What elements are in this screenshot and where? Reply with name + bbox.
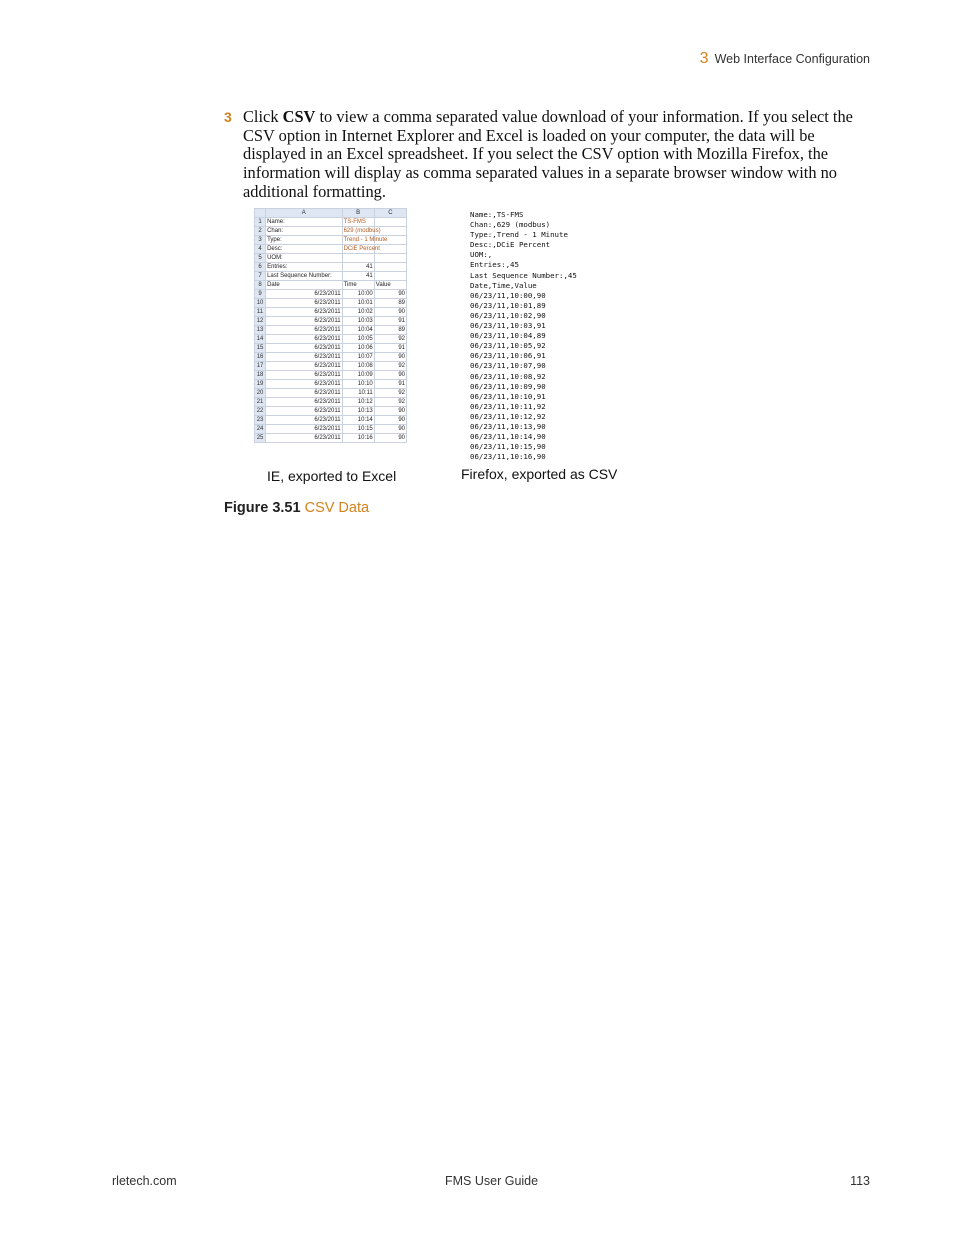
excel-cell-c: 91: [374, 317, 406, 326]
excel-cell-c: 92: [374, 335, 406, 344]
excel-row: [255, 281, 407, 290]
chapter-title: Web Interface Configuration: [714, 52, 870, 66]
csv-line: 06/23/11,10:05,92: [470, 341, 546, 351]
csv-line: Type:,Trend - 1 Minute: [470, 230, 568, 240]
excel-row-number: 24: [255, 425, 266, 434]
excel-cell-a: 6/23/2011: [266, 326, 343, 335]
excel-cell-a: 6/23/2011: [266, 308, 343, 317]
csv-line: Chan:,629 (modbus): [470, 220, 551, 230]
csv-line: Name:,TS-FMS: [470, 210, 524, 219]
csv-line: 06/23/11,10:00,90: [470, 290, 546, 300]
step-text-after: to view a comma separated value download of your information. If you select the CSV option in Internet Explorer and Excel is loaded on your computer, the data will be displayed in an Excel spreadsheet. If you select the CSV option with Mozilla Firefox, the information will display as comma separated values in a separate browser window with no additional formatting.: [243, 107, 853, 201]
excel-cell-a: Type:: [266, 236, 343, 245]
excel-row-number: 15: [255, 344, 266, 353]
csv-line: Entries:,45: [470, 260, 519, 270]
excel-cell-a: Last Sequence Number:: [266, 272, 343, 281]
excel-row-number: 4: [255, 245, 266, 254]
excel-cell-a: UOM:: [266, 254, 343, 263]
excel-cell-a: 6/23/2011: [266, 425, 343, 434]
excel-row: [255, 263, 407, 272]
excel-cell-b: 10:07: [342, 353, 374, 362]
excel-cell-c: 92: [374, 362, 406, 371]
excel-row: [255, 272, 407, 281]
excel-cell-c: Value: [374, 281, 406, 290]
excel-row-number: 5: [255, 254, 266, 263]
excel-col-b: B: [342, 209, 374, 218]
excel-cell-b: 41: [342, 272, 374, 281]
excel-cell-a: 6/23/2011: [266, 371, 343, 380]
excel-cell-a: Entries:: [266, 263, 343, 272]
excel-cell-c: 89: [374, 299, 406, 308]
excel-row-number: 8: [255, 281, 266, 290]
excel-row: [255, 326, 407, 335]
excel-cell-a: 6/23/2011: [266, 389, 343, 398]
excel-cell-c: 92: [374, 398, 406, 407]
excel-cell-b: 10:03: [342, 317, 374, 326]
csv-line: 06/23/11,10:13,90: [470, 421, 546, 431]
excel-row-number: 18: [255, 371, 266, 380]
excel-row-number: 12: [255, 317, 266, 326]
excel-cell-a: 6/23/2011: [266, 353, 343, 362]
excel-row-number: 25: [255, 434, 266, 443]
excel-cell-b: 10:04: [342, 326, 374, 335]
excel-row-number: 22: [255, 407, 266, 416]
excel-cell-a: 6/23/2011: [266, 416, 343, 425]
excel-cell-a: Name:: [266, 218, 343, 227]
excel-row-number: 11: [255, 308, 266, 317]
excel-row-number: 10: [255, 299, 266, 308]
excel-cell-b: 10:12: [342, 398, 374, 407]
csv-line: 06/23/11,10:16,90: [470, 452, 546, 462]
excel-cell-c: [374, 272, 406, 281]
excel-cell-a: Chan:: [266, 227, 343, 236]
excel-col-a: A: [266, 209, 343, 218]
firefox-csv-screenshot: [470, 210, 577, 462]
figure-caption: [224, 500, 369, 516]
excel-row: [255, 317, 407, 326]
excel-cell-a: 6/23/2011: [266, 299, 343, 308]
caption-firefox: Firefox, exported as CSV: [461, 466, 618, 482]
csv-line: 06/23/11,10:11,92: [470, 401, 546, 411]
excel-row-number: 13: [255, 326, 266, 335]
excel-cell-a: 6/23/2011: [266, 380, 343, 389]
excel-row: [255, 344, 407, 353]
excel-cell-b: 10:10: [342, 380, 374, 389]
footer-website: rletech.com: [112, 1174, 177, 1188]
excel-cell-b: 10:00: [342, 290, 374, 299]
excel-cell-b: 10:02: [342, 308, 374, 317]
excel-row: [255, 425, 407, 434]
chapter-number: 3: [699, 50, 709, 67]
excel-row-number: 9: [255, 290, 266, 299]
csv-line: 06/23/11,10:02,90: [470, 310, 546, 320]
excel-cell-b: Time: [342, 281, 374, 290]
excel-cell-a: Desc:: [266, 245, 343, 254]
excel-row: [255, 218, 407, 227]
excel-cell-c: [374, 218, 406, 227]
excel-cell-c: 90: [374, 308, 406, 317]
csv-line: 06/23/11,10:07,90: [470, 361, 546, 371]
excel-cell-a: 6/23/2011: [266, 344, 343, 353]
excel-row: [255, 353, 407, 362]
excel-cell-b: DCiE Percent: [343, 246, 380, 252]
figure-title: CSV Data: [304, 500, 370, 516]
excel-cell-b: 10:14: [342, 416, 374, 425]
excel-cell-c: 91: [374, 380, 406, 389]
excel-row-number: 6: [255, 263, 266, 272]
excel-cell-c: 92: [374, 389, 406, 398]
csv-line: Desc:,DCiE Percent: [470, 240, 551, 250]
excel-row: [255, 380, 407, 389]
excel-row-number: 1: [255, 218, 266, 227]
step-bold-csv: CSV: [282, 107, 316, 126]
excel-row-number: 17: [255, 362, 266, 371]
excel-row: [255, 407, 407, 416]
excel-cell-a: 6/23/2011: [266, 407, 343, 416]
excel-row-number: 20: [255, 389, 266, 398]
excel-cell-b: Trend - 1 Minute: [343, 237, 388, 243]
excel-row-number: 7: [255, 272, 266, 281]
excel-row: [255, 398, 407, 407]
csv-line: Last Sequence Number:,45: [470, 270, 577, 280]
excel-cell-b: 10:13: [342, 407, 374, 416]
csv-line: 06/23/11,10:03,91: [470, 321, 546, 331]
excel-row: [255, 308, 407, 317]
excel-cell-a: 6/23/2011: [266, 398, 343, 407]
excel-cell-c: 90: [374, 416, 406, 425]
excel-row-number: 14: [255, 335, 266, 344]
excel-row-number: 2: [255, 227, 266, 236]
excel-cell-c: 90: [374, 353, 406, 362]
excel-cell-c: 91: [374, 344, 406, 353]
excel-cell-a: 6/23/2011: [266, 362, 343, 371]
excel-row: [255, 290, 407, 299]
step-text-before: Click: [243, 107, 283, 126]
excel-cell-c: [374, 254, 406, 263]
footer-guide-title: FMS User Guide: [445, 1174, 539, 1188]
excel-cell-a: 6/23/2011: [266, 317, 343, 326]
footer-page-number: 113: [850, 1174, 870, 1188]
excel-cell-a: 6/23/2011: [266, 335, 343, 344]
excel-column-header-row: [255, 209, 407, 218]
excel-row-number: 23: [255, 416, 266, 425]
excel-row: [255, 299, 407, 308]
excel-cell-c: 89: [374, 326, 406, 335]
excel-cell-b: 10:11: [342, 389, 374, 398]
excel-cell-b: 10:08: [342, 362, 374, 371]
excel-row-number: 19: [255, 380, 266, 389]
excel-cell-b: [342, 254, 374, 263]
excel-cell-b: 10:06: [342, 344, 374, 353]
excel-cell-b: 10:16: [342, 434, 374, 443]
excel-screenshot: [254, 208, 407, 443]
excel-corner: [255, 209, 266, 218]
excel-cell-b: 10:05: [342, 335, 374, 344]
csv-line: 06/23/11,10:14,90: [470, 432, 546, 442]
step-3: [224, 108, 856, 202]
page-header: [700, 50, 870, 68]
excel-row-number: 3: [255, 236, 266, 245]
excel-row: [255, 245, 407, 254]
excel-cell-c: 90: [374, 434, 406, 443]
excel-cell-a: 6/23/2011: [266, 290, 343, 299]
csv-line: 06/23/11,10:01,89: [470, 300, 546, 310]
excel-row-number: 16: [255, 353, 266, 362]
csv-line: 06/23/11,10:04,89: [470, 331, 546, 341]
step-text: [243, 108, 856, 202]
excel-cell-c: 90: [374, 425, 406, 434]
csv-line: UOM:,: [470, 250, 493, 260]
excel-row-number: 21: [255, 398, 266, 407]
excel-row: [255, 236, 407, 245]
excel-cell-a: Date: [266, 281, 343, 290]
excel-row: [255, 254, 407, 263]
excel-cell-b: 10:15: [342, 425, 374, 434]
caption-excel: IE, exported to Excel: [267, 468, 397, 484]
figure-label: Figure 3.51: [224, 500, 301, 516]
excel-cell-c: [374, 263, 406, 272]
excel-row: [255, 227, 407, 236]
csv-line: 06/23/11,10:06,91: [470, 351, 546, 361]
excel-cell-b: 10:01: [342, 299, 374, 308]
step-number: 3: [224, 109, 232, 125]
excel-cell-b: TS-FMS: [342, 218, 374, 227]
csv-line: 06/23/11,10:15,90: [470, 442, 546, 452]
excel-row: [255, 389, 407, 398]
csv-line: 06/23/11,10:10,91: [470, 391, 546, 401]
csv-line: Date,Time,Value: [470, 280, 537, 290]
excel-cell-a: 6/23/2011: [266, 434, 343, 443]
excel-row: [255, 335, 407, 344]
csv-line: 06/23/11,10:08,92: [470, 371, 546, 381]
excel-cell-b: 10:09: [342, 371, 374, 380]
excel-cell-c: 90: [374, 290, 406, 299]
csv-line: 06/23/11,10:09,90: [470, 381, 546, 391]
csv-line: 06/23/11,10:12,92: [470, 411, 546, 421]
excel-cell-b: 41: [342, 263, 374, 272]
excel-row: [255, 362, 407, 371]
excel-cell-b: 629 (modbus): [343, 228, 381, 234]
excel-row: [255, 434, 407, 443]
excel-cell-c: 90: [374, 371, 406, 380]
excel-col-c: C: [374, 209, 406, 218]
excel-row: [255, 416, 407, 425]
excel-cell-c: 90: [374, 407, 406, 416]
excel-row: [255, 371, 407, 380]
